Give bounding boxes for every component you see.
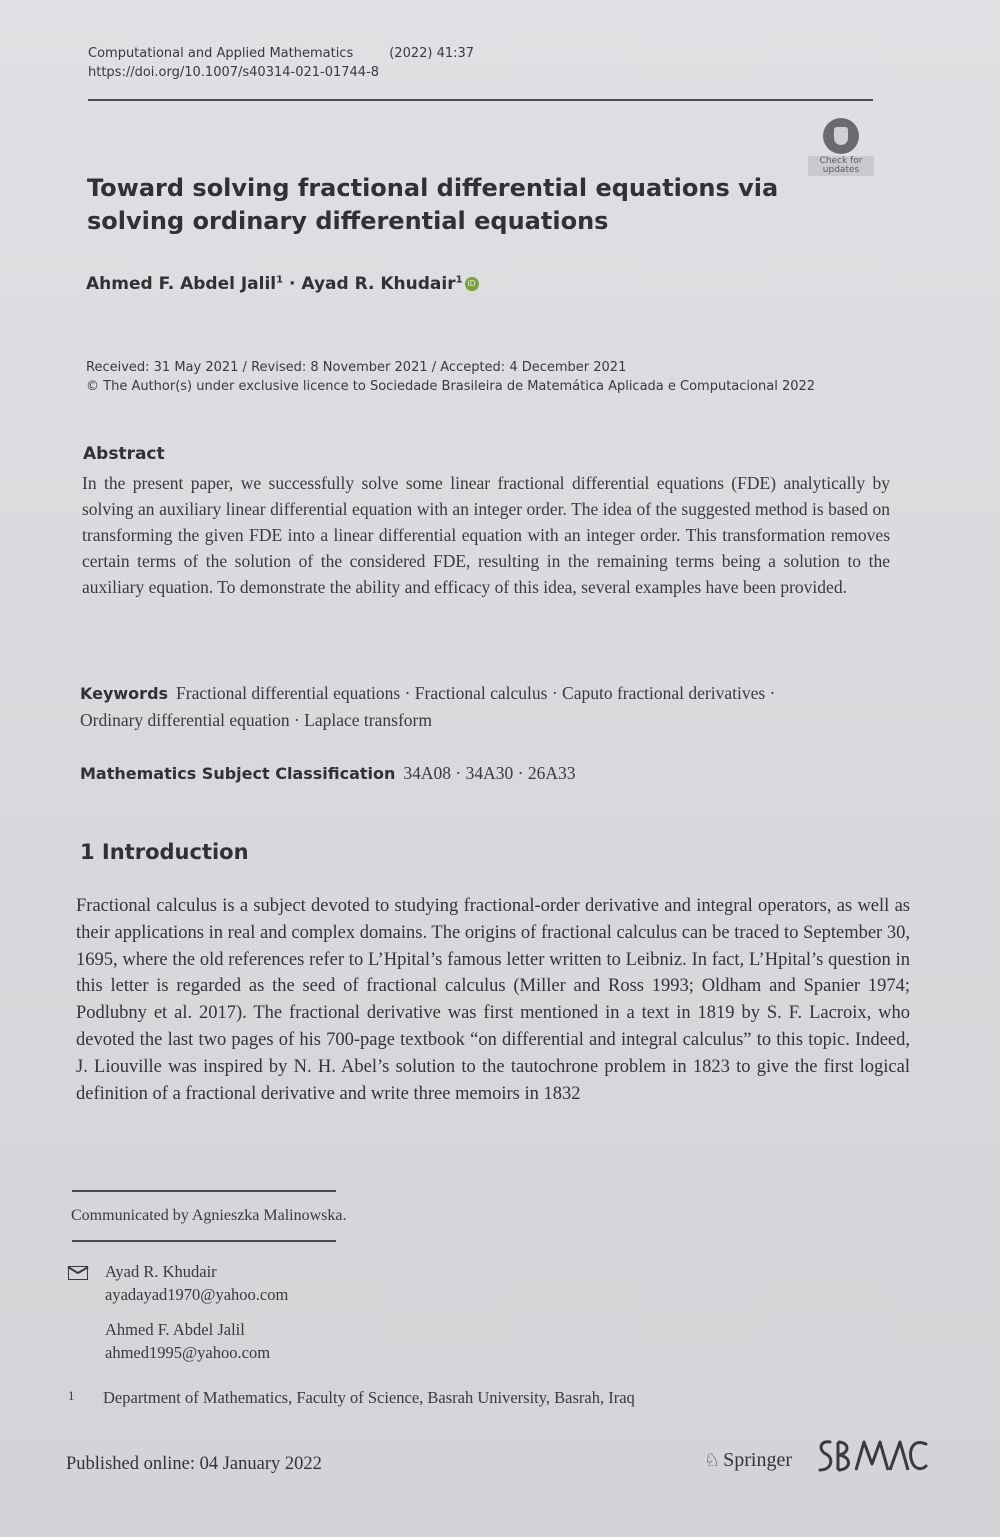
journal-header <box>88 44 474 82</box>
section-heading: 1 Introduction <box>80 840 249 864</box>
keywords-text: Fractional differential equations · Fractional calculus · Caputo fractional derivatives · Ordinary differential equation · Laplace transform <box>80 683 776 730</box>
check-for-updates-label: Check for updates <box>808 156 874 176</box>
springer-logo <box>704 1449 792 1472</box>
msc-codes: 34A08 · 34A30 · 26A33 <box>403 763 576 783</box>
abstract-text: In the present paper, we successfully solve some linear fractional differential equations (FDE) analytically by solving an auxiliary linear differential equation with an integer order. The idea of the suggested method is based on transforming the given FDE into a linear differential equation with an integer order. This transformation removes certain terms of the solution of the considered FDE, resulting in the remaining terms being a solution to the auxiliary equation. To demonstrate the ability and efficacy of this idea, several examples have been provided. <box>82 473 890 597</box>
abstract-heading: Abstract <box>83 444 165 464</box>
contact-email[interactable]: ayadayad1970@yahoo.com <box>105 1285 289 1304</box>
corresponding-author <box>105 1260 288 1306</box>
contact-name: Ahmed F. Abdel Jalil <box>105 1320 245 1339</box>
affiliation-number: 1 <box>68 1388 75 1403</box>
journal-volume: (2022) 41:37 <box>389 46 475 61</box>
communicated-by: Communicated by Agnieszka Malinowska. <box>71 1207 347 1224</box>
keywords <box>80 680 840 734</box>
check-for-updates-badge[interactable] <box>808 118 874 182</box>
article-history <box>86 358 815 396</box>
orcid-icon[interactable]: iD <box>465 277 479 291</box>
published-date: Published online: 04 January 2022 <box>66 1454 322 1474</box>
author-name: Ahmed F. Abdel Jalil <box>86 274 277 294</box>
author-list <box>86 274 479 294</box>
footnote-divider <box>72 1240 336 1242</box>
doi-link[interactable]: https://doi.org/10.1007/s40314-021-01744-8 <box>88 65 380 80</box>
author-separator: · <box>283 274 302 294</box>
msc-label: Mathematics Subject Classification <box>80 764 396 783</box>
sbmac-logo <box>816 1434 928 1478</box>
springer-horse-icon: ♘ <box>704 1450 721 1470</box>
header-divider <box>88 99 873 101</box>
publisher-name: Springer <box>723 1449 793 1471</box>
check-for-updates-icon <box>823 118 859 154</box>
affiliation-marker: 1 <box>455 274 463 286</box>
coauthor-contact <box>105 1318 270 1364</box>
contact-name: Ayad R. Khudair <box>105 1262 217 1281</box>
keywords-label: Keywords <box>80 684 169 703</box>
journal-name: Computational and Applied Mathematics <box>88 46 354 61</box>
affiliation: Department of Mathematics, Faculty of Science, Basrah University, Basrah, Iraq <box>103 1388 635 1407</box>
affiliation-marker: 1 <box>276 274 284 286</box>
contact-email[interactable]: ahmed1995@yahoo.com <box>105 1343 271 1362</box>
footnote-divider <box>72 1190 336 1192</box>
paper-title: Toward solving fractional differential equations via solving ordinary differential equations <box>87 174 779 235</box>
author-name: Ayad R. Khudair <box>301 274 456 294</box>
introduction-text: Fractional calculus is a subject devoted to studying fractional-order derivative and integral operators, as well as their applications in real and complex domains. The origins of fractional calculus can be traced to September 30, 1695, where the old references refer to L’Hpital’s famous letter written to Leibniz. In fact, L’Hpital’s question in this letter is regarded as the seed of fractional calculus (Miller and Ross 1993; Oldham and Spanier 1974; Podlubny et al. 2017). The fractional derivative was first mentioned in a text in 1819 by S. F. Lacroix, who devoted the last two pages of his 700-page textbook “on differential and integral calculus” to this topic. Indeed, J. Liouville was inspired by N. H. Abel’s solution to the tautochrone problem in 1823 to give the first logical definition of a fractional derivative and write three memoirs in 1832 <box>76 896 910 1104</box>
dates-line: Received: 31 May 2021 / Revised: 8 November 2021 / Accepted: 4 December 2021 <box>86 360 627 375</box>
subject-classification <box>80 763 575 784</box>
mail-icon <box>68 1266 88 1280</box>
copyright-line: © The Author(s) under exclusive licence to Sociedade Brasileira de Matemática Aplicada e Computacional 2022 <box>86 379 816 394</box>
